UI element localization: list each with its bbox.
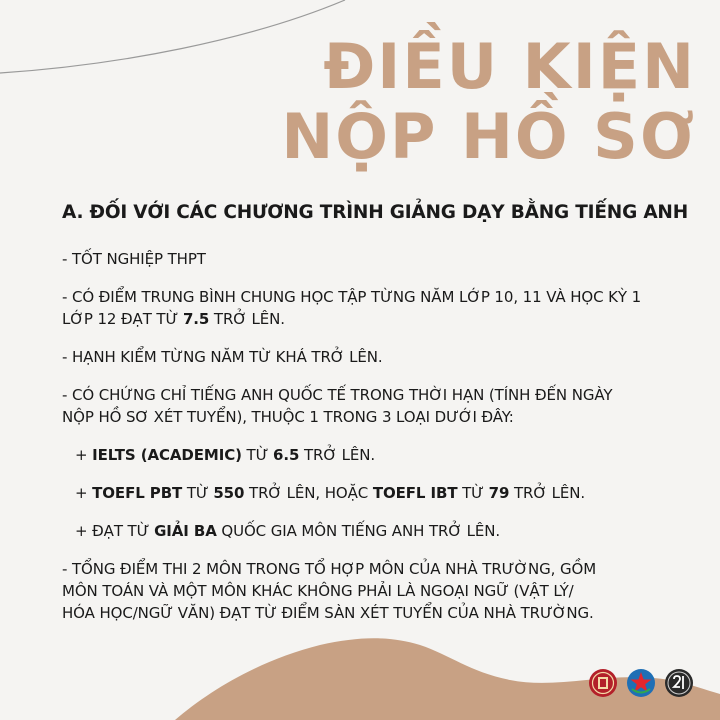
requirement-certificate: - CÓ CHỨNG CHỈ TIẾNG ANH QUỐC TẾ TRONG THỜI HẠN (TÍNH ĐẾN NGÀY NỘP HỒ SƠ XÉT TUYỂN), THUỘC 1 TRONG 3 LOẠI DƯỚI ĐÂY: <box>62 386 613 426</box>
section-heading: A. ĐỐI VỚI CÁC CHƯƠNG TRÌNH GIẢNG DẠY BẰNG TIẾNG ANH <box>62 202 688 223</box>
ielts-score: 6.5 <box>273 446 300 464</box>
logo-row <box>588 668 694 698</box>
club-logo <box>664 668 694 698</box>
gpa-score: 7.5 <box>182 310 210 328</box>
toefl-ibt-label: TOEFL IBT <box>372 484 458 502</box>
title-line-1: ĐIỀU KIỆN <box>323 30 696 103</box>
requirement-gpa: - CÓ ĐIỂM TRUNG BÌNH CHUNG HỌC TẬP TỪNG NĂM LỚP 10, 11 VÀ HỌC KỲ 1 LỚP 12 ĐẠT TỪ 7.5 TRỞ LÊN. <box>62 288 642 328</box>
requirements-list <box>62 248 682 624</box>
option-toefl: + TOEFL PBT TỪ 550 TRỞ LÊN, HOẶC TOEFL IBT TỪ 79 TRỞ LÊN. <box>75 484 586 502</box>
university-seal-logo <box>588 668 618 698</box>
ielts-label: IELTS (ACADEMIC) <box>92 446 242 464</box>
requirement-gpa-line1: - CÓ ĐIỂM TRUNG BÌNH CHUNG HỌC TẬP TỪNG NĂM LỚP 10, 11 VÀ HỌC KỲ 1 <box>62 288 642 306</box>
option-ielts: + IELTS (ACADEMIC) TỪ 6.5 TRỞ LÊN. <box>75 446 376 464</box>
option-national-prize: + ĐẠT TỪ GIẢI BA QUỐC GIA MÔN TIẾNG ANH TRỞ LÊN. <box>75 522 501 540</box>
page-title <box>281 32 696 172</box>
toefl-pbt-score: 550 <box>213 484 245 502</box>
requirement-graduation: - TỐT NGHIỆP THPT <box>62 250 206 268</box>
requirement-conduct: - HẠNH KIỂM TỪNG NĂM TỪ KHÁ TRỞ LÊN. <box>62 348 383 366</box>
prize-level: GIẢI BA <box>154 522 217 540</box>
toefl-ibt-score: 79 <box>488 484 510 502</box>
toefl-pbt-label: TOEFL PBT <box>92 484 183 502</box>
requirement-exam-score: - TỔNG ĐIỂM THI 2 MÔN TRONG TỔ HỢP MÔN CỦA NHÀ TRƯỜNG, GỒM MÔN TOÁN VÀ MỘT MÔN KHÁC KHÔNG PHẢI LÀ NGOẠI NGỮ (VẬT LÝ/ HÓA HỌC/NGỮ VĂN) ĐẠT TỪ ĐIỂM SÀN XÉT TUYỂN CỦA NHÀ TRƯỜNG. <box>62 560 597 622</box>
youth-union-logo <box>626 668 656 698</box>
title-line-2: NỘP HỒ SƠ <box>281 100 696 173</box>
